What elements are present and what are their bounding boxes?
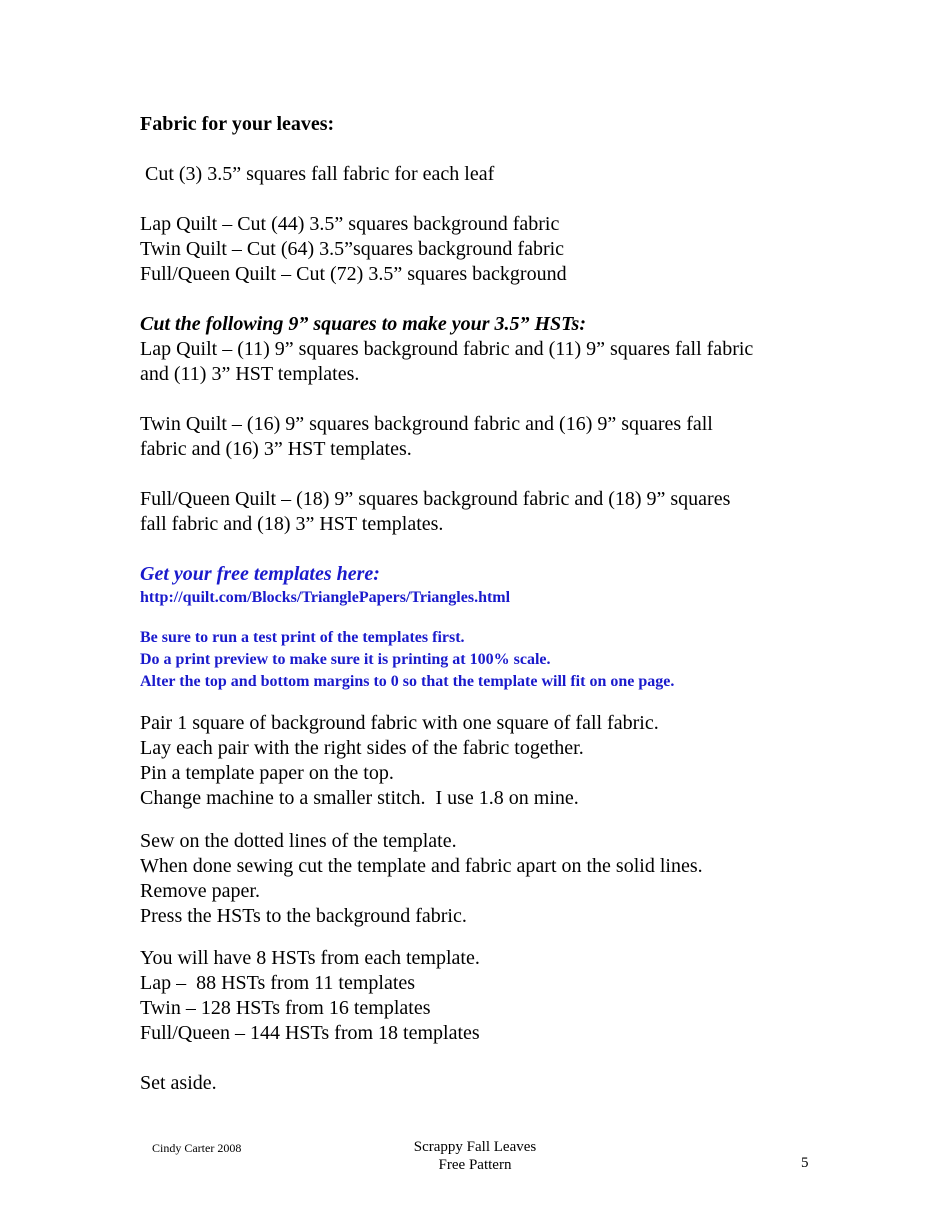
yield-lap: Lap – 88 HSTs from 11 templates <box>140 972 416 994</box>
step-b-1: Sew on the dotted lines of the template. <box>140 830 457 852</box>
yield-twin: Twin – 128 HSTs from 16 templates <box>140 997 431 1019</box>
step-a-3: Pin a template paper on the top. <box>140 762 394 784</box>
print-note-2: Do a print preview to make sure it is printing at 100% scale. <box>140 651 551 668</box>
hst-heading: Cut the following 9” squares to make your 3.5” HSTs: <box>140 313 586 335</box>
hst-lap-line1: Lap Quilt – (11) 9” squares background fabric and (11) 9” squares fall fabric <box>140 338 754 360</box>
print-note-3: Alter the top and bottom margins to 0 so that the template will fit on one page. <box>140 673 675 690</box>
footer-title-line2: Free Pattern <box>438 1157 512 1173</box>
page-number: 5 <box>801 1155 809 1171</box>
step-b-3: Remove paper. <box>140 880 260 902</box>
section-heading: Fabric for your leaves: <box>140 113 335 135</box>
templates-link[interactable]: http://quilt.com/Blocks/TrianglePapers/Triangles.html <box>140 589 511 606</box>
step-a-1: Pair 1 square of background fabric with one square of fall fabric. <box>140 712 659 734</box>
footer-title-line1: Scrappy Fall Leaves <box>413 1139 537 1155</box>
step-b-4: Press the HSTs to the background fabric. <box>140 905 467 927</box>
print-note-1: Be sure to run a test print of the templates first. <box>140 629 465 646</box>
hst-full-line1: Full/Queen Quilt – (18) 9” squares background fabric and (18) 9” squares <box>140 488 731 510</box>
step-a-4: Change machine to a smaller stitch. I use 1.8 on mine. <box>140 787 579 809</box>
templates-heading: Get your free templates here: <box>140 563 380 585</box>
cut-each-leaf-text: Cut (3) 3.5” squares fall fabric for each leaf <box>140 163 495 185</box>
footer-title <box>375 1138 575 1174</box>
hst-twin-line2: fabric and (16) 3” HST templates. <box>140 438 412 460</box>
hst-twin-line1: Twin Quilt – (16) 9” squares background fabric and (16) 9” squares fall <box>140 413 713 435</box>
pattern-page <box>140 112 840 1096</box>
hst-lap-line2: and (11) 3” HST templates. <box>140 363 360 385</box>
step-a-2: Lay each pair with the right sides of the fabric together. <box>140 737 584 759</box>
set-aside-text: Set aside. <box>140 1072 217 1094</box>
background-cut-full: Full/Queen Quilt – Cut (72) 3.5” squares background <box>140 263 567 285</box>
footer-author: Cindy Carter 2008 <box>152 1141 242 1155</box>
yield-full: Full/Queen – 144 HSTs from 18 templates <box>140 1022 480 1044</box>
yield-intro: You will have 8 HSTs from each template. <box>140 947 480 969</box>
background-cut-lap: Lap Quilt – Cut (44) 3.5” squares background fabric <box>140 213 560 235</box>
hst-full-line2: fall fabric and (18) 3” HST templates. <box>140 513 444 535</box>
background-cut-twin: Twin Quilt – Cut (64) 3.5”squares background fabric <box>140 238 565 260</box>
step-b-2: When done sewing cut the template and fabric apart on the solid lines. <box>140 855 703 877</box>
